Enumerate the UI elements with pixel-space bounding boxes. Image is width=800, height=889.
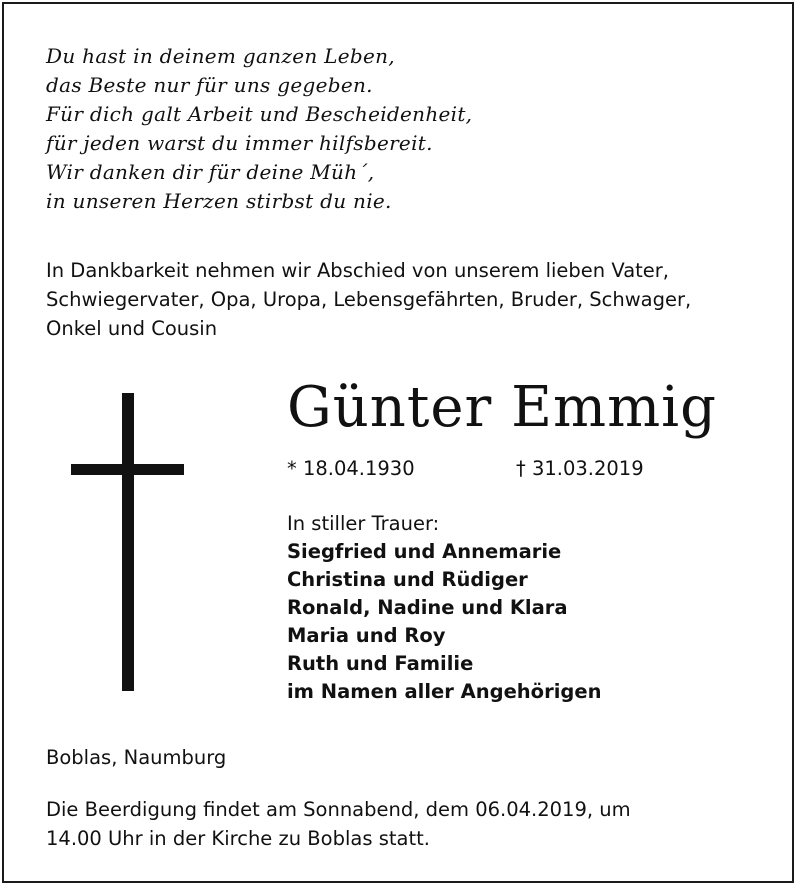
poem-line: Für dich galt Arbeit und Bescheidenheit, bbox=[46, 102, 473, 126]
farewell-line: In Dankbarkeit nehmen wir Abschied von unserem lieben Vater, bbox=[46, 259, 670, 282]
mourner-name: Ruth und Familie bbox=[287, 652, 474, 675]
birth-date: * 18.04.1930 bbox=[287, 457, 415, 480]
mourner-name: Siegfried und Annemarie bbox=[287, 540, 562, 563]
poem-line: Wir danken dir für deine Müh´, bbox=[46, 160, 375, 184]
location: Boblas, Naumburg bbox=[46, 746, 227, 769]
poem-line: in unseren Herzen stirbst du nie. bbox=[46, 189, 392, 213]
deceased-name: Günter Emmig bbox=[287, 375, 717, 440]
mourner-name: Ronald, Nadine und Klara bbox=[287, 596, 568, 619]
farewell-line: Schwiegervater, Opa, Uropa, Lebensgefährten, Bruder, Schwager, bbox=[46, 288, 692, 311]
funeral-line: Die Beerdigung findet am Sonnabend, dem 06.04.2019, um bbox=[46, 798, 631, 821]
poem-line: das Beste nur für uns gegeben. bbox=[46, 73, 373, 97]
mourners-list bbox=[287, 510, 601, 706]
obituary-frame bbox=[2, 2, 794, 883]
mourners-lead: In stiller Trauer: bbox=[287, 512, 440, 535]
cross-vertical-bar bbox=[122, 393, 134, 691]
cross-horizontal-bar bbox=[71, 464, 184, 475]
funeral-line: 14.00 Uhr in der Kirche zu Boblas statt. bbox=[46, 827, 430, 850]
mourner-name: Maria und Roy bbox=[287, 624, 446, 647]
farewell-text bbox=[46, 256, 776, 343]
funeral-notice bbox=[46, 795, 631, 853]
death-date: † 31.03.2019 bbox=[516, 457, 644, 480]
farewell-line: Onkel und Cousin bbox=[46, 317, 218, 340]
poem-line: Du hast in deinem ganzen Leben, bbox=[46, 44, 395, 68]
mourner-name: Christina und Rüdiger bbox=[287, 568, 528, 591]
poem bbox=[46, 42, 472, 216]
mourner-name: im Namen aller Angehörigen bbox=[287, 680, 602, 703]
poem-line: für jeden warst du immer hilfsbereit. bbox=[46, 131, 433, 155]
